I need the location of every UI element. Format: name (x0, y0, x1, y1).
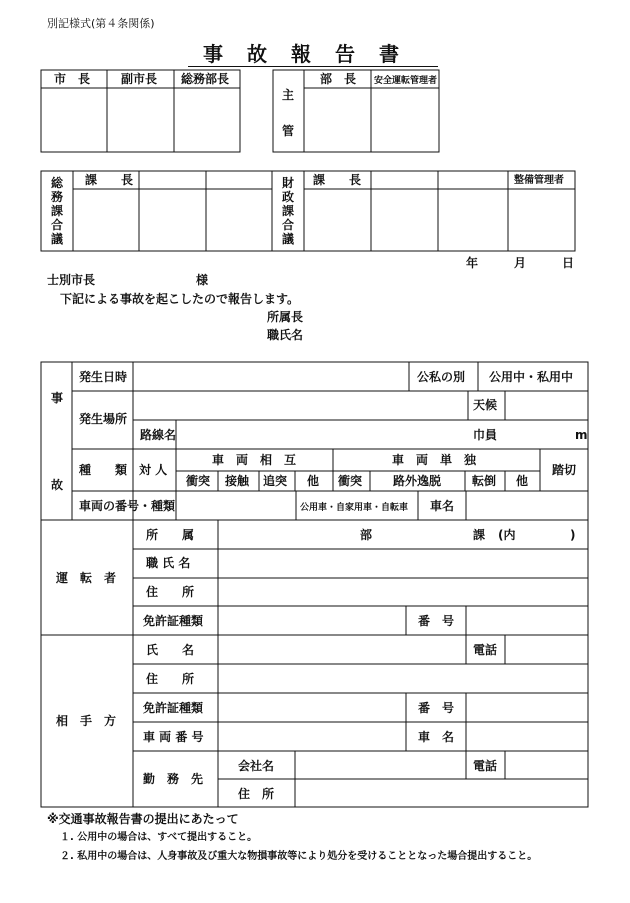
approval-bucho: 部 長 (320, 72, 357, 86)
approval-kacho-1: 課 長 (85, 173, 134, 187)
approval-shukan-2: 管 (282, 124, 295, 138)
driver-ka: 課 (473, 528, 486, 542)
form-label: 別記様式(第４条関係) (47, 17, 155, 30)
approval-shukan-1: 主 (282, 88, 295, 102)
other-company-address-label: 住 所 (238, 787, 275, 801)
approval-seibi: 整備管理者 (514, 175, 564, 186)
public-private-value: 公用中・私用中 (489, 370, 574, 384)
driver-license-type-label: 免許証種類 (143, 614, 204, 628)
jiko-side-1: 事 (51, 391, 64, 405)
driver-side-label: 運 転 者 (56, 571, 117, 585)
driver-close: ) (570, 528, 576, 542)
approval-kacho-2: 課 長 (313, 173, 362, 187)
other-tel-label: 電話 (473, 643, 498, 657)
vehicle-kind-label: 公用車・自家用車・自転車 (300, 503, 409, 513)
approval-shicho: 市 長 (54, 72, 91, 86)
fumikiri-label: 踏切 (552, 463, 577, 477)
other-workplace-label: 勤 務 先 (143, 772, 204, 786)
note-1: １. 公用中の場合は、すべて提出すること。 (60, 832, 258, 843)
other-address-label: 住 所 (146, 672, 195, 686)
addressee: 士別市長 (47, 273, 96, 287)
affiliation-head-label: 所属長 (267, 310, 304, 324)
car-name-label: 車名 (430, 499, 455, 513)
note-2: ２. 私用中の場合は、人身事故及び重大な物損事故等により処分を受けることとなった場合提出すること。 (60, 851, 538, 862)
other-side-label: 相 手 方 (56, 714, 117, 728)
approval-somu-vertical: 総務課合議 (50, 176, 63, 246)
route-name-label: 路線名 (140, 428, 177, 442)
width-unit: m (575, 428, 588, 442)
intro-text: 下記による事故を起こしたので報告します。 (60, 292, 300, 306)
driver-affiliation-label: 所 属 (146, 528, 195, 542)
width-label: 巾員 (473, 428, 498, 442)
shototsu-label: 衝突 (186, 474, 211, 488)
driver-uchi: (内 (498, 528, 516, 542)
type-label: 種 類 (79, 463, 128, 477)
approval-fukushicho: 副市長 (121, 72, 158, 86)
other-number-label: 番 号 (418, 701, 455, 715)
driver-title-name-label: 職 氏 名 (146, 556, 191, 570)
driver-number-label: 番 号 (418, 614, 455, 628)
sesshoku-label: 接触 (225, 474, 250, 488)
other-car-name-label: 車 名 (418, 730, 455, 744)
other-vehicle-number-label: 車 両 番 号 (143, 730, 204, 744)
ta2-label: 他 (516, 474, 529, 488)
sharyo-sogo-label: 車 両 相 互 (212, 453, 297, 467)
other-tel2-label: 電話 (473, 759, 498, 773)
occur-place-label: 発生場所 (79, 412, 128, 426)
page-title: 事故報告書 (188, 42, 438, 67)
shototsu2-label: 衝突 (338, 474, 363, 488)
other-license-type-label: 免許証種類 (143, 701, 204, 715)
ta-label: 他 (307, 474, 320, 488)
sharyo-tandoku-label: 車 両 単 独 (392, 453, 477, 467)
notes-heading: ※交通事故報告書の提出にあたって (47, 812, 239, 826)
addressee-sama: 様 (196, 273, 209, 287)
approval-zaisei-vertical: 財政課合議 (281, 176, 294, 246)
public-private-label: 公私の別 (417, 370, 466, 384)
jiko-side-2: 故 (51, 478, 64, 492)
driver-bu: 部 (360, 528, 373, 542)
occur-datetime-label: 発生日時 (79, 370, 128, 384)
other-company-label: 会社名 (238, 759, 275, 773)
other-name-label: 氏 名 (146, 643, 195, 657)
taijin-label: 対 人 (139, 463, 168, 477)
approval-anzen: 安全運転管理者 (374, 76, 438, 86)
tsuitotsu-label: 追突 (263, 474, 288, 488)
weather-label: 天候 (473, 398, 498, 412)
name-title-label: 職氏名 (267, 328, 304, 342)
date-line: 年 月 日 (466, 256, 575, 270)
approval-somubucho: 総務部長 (181, 72, 230, 86)
rogai-label: 路外逸脱 (393, 474, 442, 488)
driver-address-label: 住 所 (146, 585, 195, 599)
tento-label: 転倒 (472, 474, 497, 488)
vehicle-no-label: 車両の番号・種類 (79, 499, 176, 513)
